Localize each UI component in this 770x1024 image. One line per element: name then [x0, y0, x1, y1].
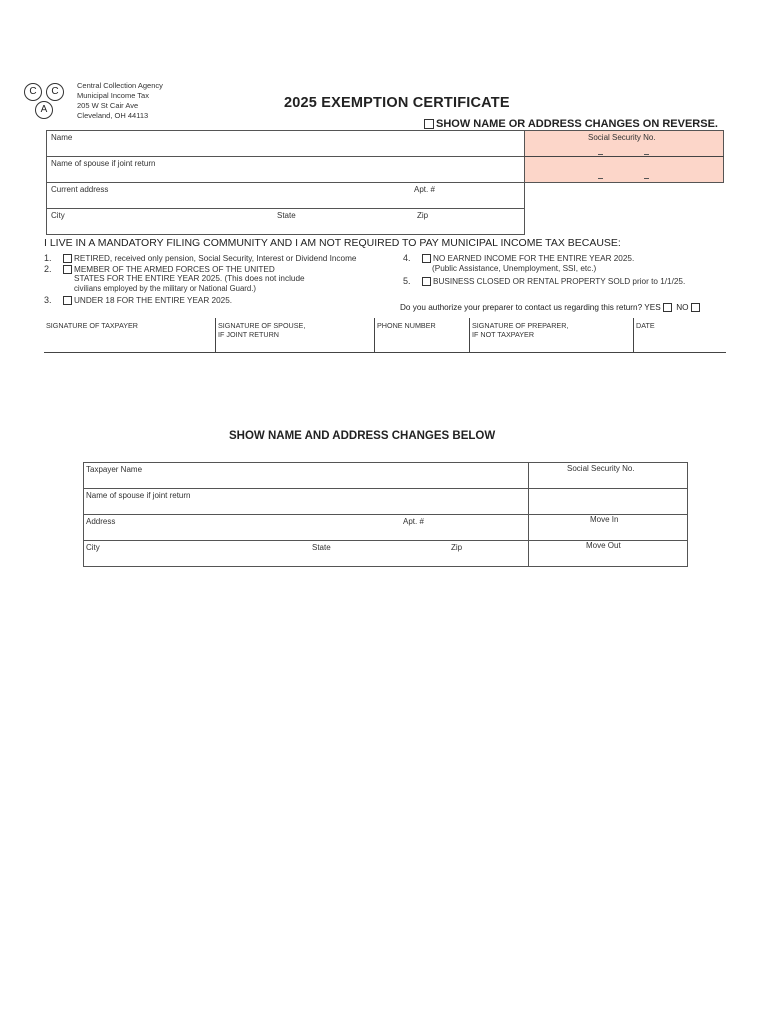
change-taxpayer-name-field[interactable]	[83, 462, 529, 489]
date-label: DATE	[636, 321, 655, 330]
reverse-notice-text: SHOW NAME OR ADDRESS CHANGES ON REVERSE.	[436, 118, 718, 130]
ssn-dash	[644, 178, 649, 179]
changes-section-title: SHOW NAME AND ADDRESS CHANGES BELOW	[229, 430, 496, 442]
authorize-question: Do you authorize your preparer to contact us regarding this return?	[400, 303, 643, 312]
option-4	[403, 253, 634, 264]
option-3-number: 3.	[44, 295, 52, 305]
ssn-dash	[598, 154, 603, 155]
move-in-label: Move In	[590, 515, 619, 524]
option-3-checkbox[interactable]	[63, 296, 72, 305]
state-label: State	[277, 211, 296, 220]
signature-line[interactable]	[44, 352, 726, 353]
logo-letter-c2: C	[46, 83, 64, 101]
zip-label: Zip	[417, 211, 429, 220]
option-2-line1: MEMBER OF THE ARMED FORCES OF THE UNITED	[74, 265, 275, 274]
current-address-field[interactable]	[46, 182, 525, 209]
authorize-no-label: NO	[676, 303, 689, 312]
option-1	[44, 253, 356, 264]
option-5-checkbox[interactable]	[422, 277, 431, 286]
change-taxpayer-name-label: Taxpayer Name	[86, 465, 143, 474]
phone-number-label: PHONE NUMBER	[377, 321, 436, 330]
name-field[interactable]	[46, 130, 525, 157]
ssn-dash	[644, 154, 649, 155]
sig-divider	[215, 318, 216, 353]
preparer-authorization	[400, 303, 702, 312]
option-3	[44, 295, 232, 306]
signature-taxpayer-label: SIGNATURE OF TAXPAYER	[46, 321, 138, 330]
option-4-line1: NO EARNED INCOME FOR THE ENTIRE YEAR 2025.	[433, 254, 635, 263]
city-label: City	[51, 211, 65, 220]
change-spouse-label: Name of spouse if joint return	[86, 491, 191, 500]
signature-spouse-label	[218, 321, 305, 339]
change-address-label: Address	[86, 517, 116, 526]
agency-address-block	[77, 81, 163, 121]
signature-preparer-line2: IF NOT TAXPAYER	[472, 330, 535, 339]
signature-preparer-line1: SIGNATURE OF PREPARER,	[472, 321, 569, 330]
change-city-label: City	[86, 543, 100, 552]
authorize-yes-label: YES	[644, 303, 661, 312]
name-label: Name	[51, 133, 73, 142]
option-2-number: 2.	[44, 264, 52, 274]
signature-spouse-line2: IF JOINT RETURN	[218, 330, 279, 339]
logo-letter-c1: C	[24, 83, 42, 101]
option-5-number: 5.	[403, 276, 411, 286]
ssn-dash	[598, 178, 603, 179]
apt-label: Apt. #	[414, 185, 435, 194]
change-zip-label: Zip	[451, 543, 463, 552]
reverse-notice	[424, 118, 718, 130]
ssn-divider	[524, 156, 724, 157]
change-apt-label: Apt. #	[403, 517, 424, 526]
signature-spouse-line1: SIGNATURE OF SPOUSE,	[218, 321, 306, 330]
option-5	[403, 276, 685, 287]
page-title: 2025 EXEMPTION CERTIFICATE	[284, 95, 510, 111]
option-3-text: UNDER 18 FOR THE ENTIRE YEAR 2025.	[74, 296, 233, 305]
sig-divider	[469, 318, 470, 353]
option-2-line2: STATES FOR THE ENTIRE YEAR 2025. (This does not include	[74, 274, 305, 283]
change-address-field[interactable]	[83, 514, 529, 541]
agency-street: 205 W St Cair Ave	[77, 101, 139, 110]
sig-divider	[633, 318, 634, 353]
option-2-checkbox[interactable]	[63, 265, 72, 274]
authorize-yes-checkbox[interactable]	[663, 303, 672, 312]
option-4-checkbox[interactable]	[422, 254, 431, 263]
change-ssn-label: Social Security No.	[567, 464, 635, 473]
signature-preparer-label	[472, 321, 568, 339]
agency-line2: Municipal Income Tax	[77, 91, 149, 100]
option-5-text: BUSINESS CLOSED OR RENTAL PROPERTY SOLD prior to 1/1/25.	[433, 277, 686, 286]
agency-city: Cleveland, OH 44113	[77, 111, 149, 120]
change-state-label: State	[312, 543, 331, 552]
exemption-reason-heading: I LIVE IN A MANDATORY FILING COMMUNITY AND I AM NOT REQUIRED TO PAY MUNICIPAL INCOME TAX BECAUSE:	[44, 237, 621, 249]
option-2-line3: civilians employed by the military or National Guard.)	[74, 284, 257, 293]
spouse-label: Name of spouse if joint return	[51, 159, 156, 168]
option-1-text: RETIRED, received only pension, Social Security, Interest or Dividend Income	[74, 254, 357, 263]
move-out-label: Move Out	[586, 541, 621, 550]
sig-divider	[374, 318, 375, 353]
option-1-number: 1.	[44, 253, 52, 263]
option-1-checkbox[interactable]	[63, 254, 72, 263]
change-ssn-field-2[interactable]	[528, 488, 688, 515]
reverse-checkbox[interactable]	[424, 119, 434, 129]
logo-letter-a: A	[35, 101, 53, 119]
ssn-label: Social Security No.	[588, 133, 656, 142]
option-4-number: 4.	[403, 253, 411, 263]
agency-name: Central Collection Agency	[77, 81, 163, 90]
current-address-label: Current address	[51, 185, 109, 194]
authorize-no-checkbox[interactable]	[691, 303, 700, 312]
option-4-line2: (Public Assistance, Unemployment, SSI, etc.)	[432, 264, 597, 273]
